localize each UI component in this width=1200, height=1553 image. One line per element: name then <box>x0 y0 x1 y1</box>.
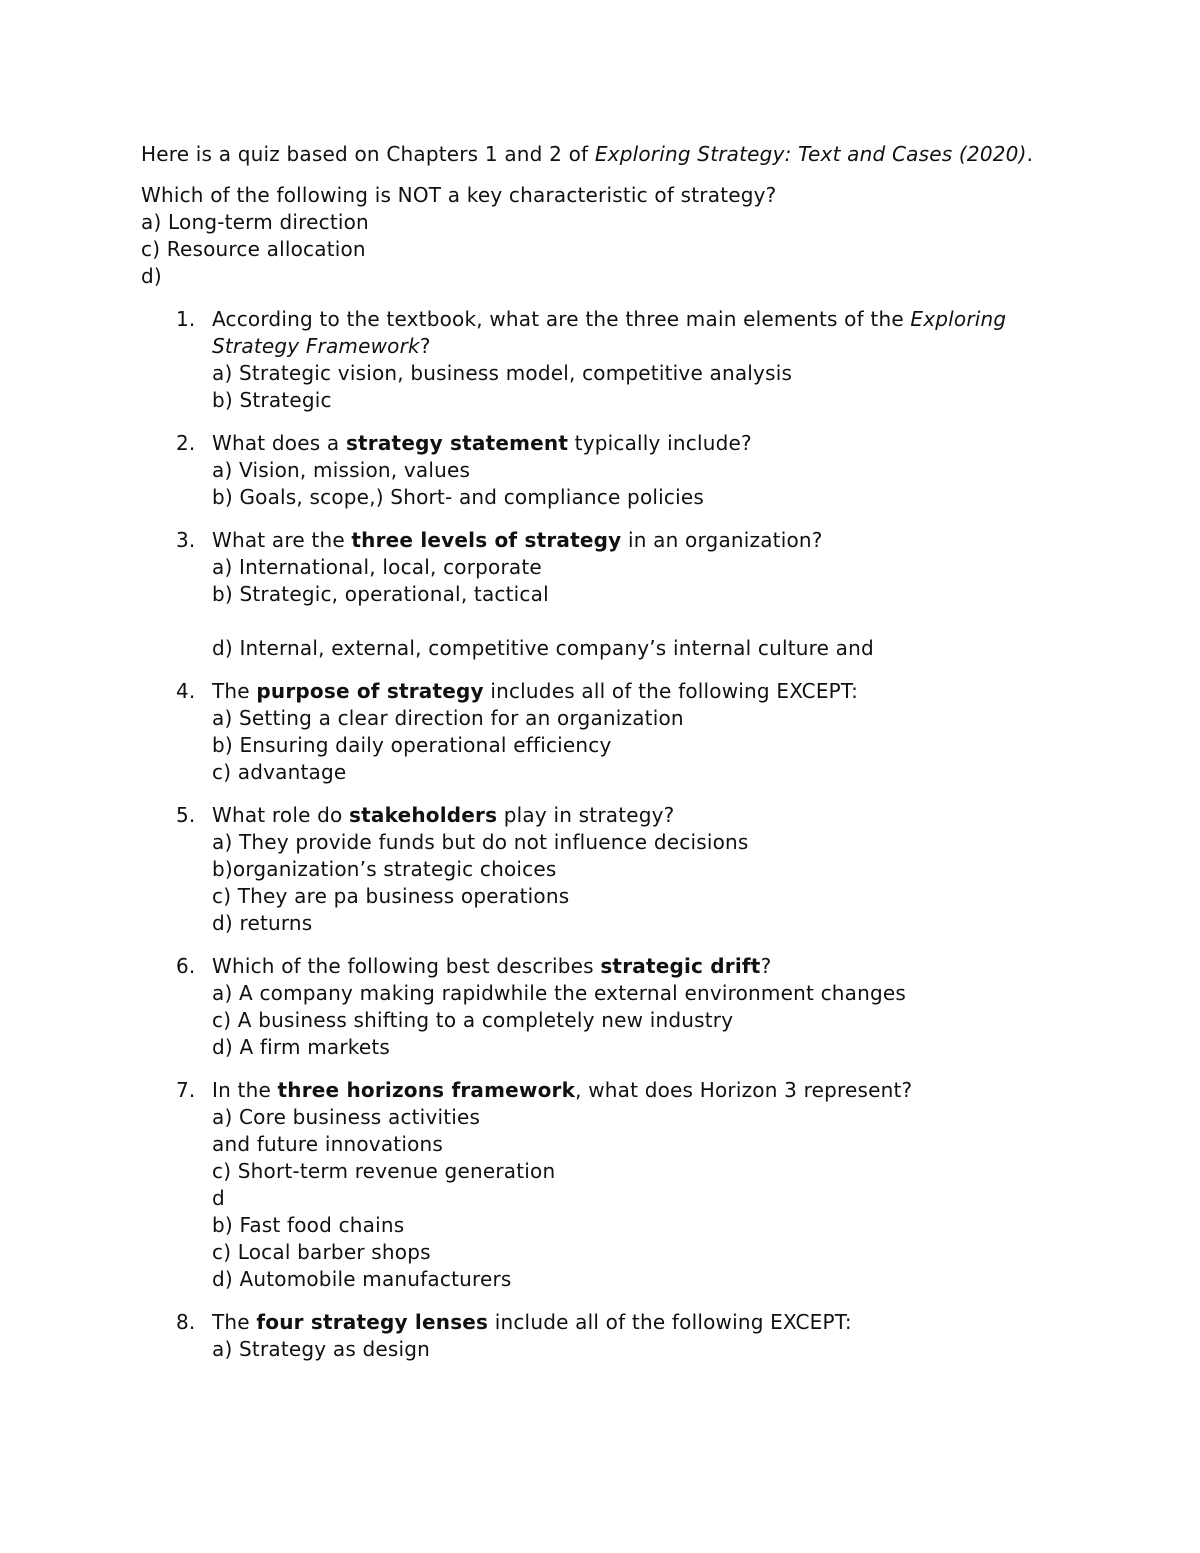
question-number: 8. <box>176 1310 196 1334</box>
answer-option: d) Automobile manufacturers <box>212 1267 512 1291</box>
preamble-question <box>141 182 1071 290</box>
answer-option: b) Strategic <box>212 388 332 412</box>
answer-option: b) Goals, scope,) Short- and compliance policies <box>212 485 704 509</box>
answer-option: a) International, local, corporate <box>212 555 542 579</box>
question-stem: In the three horizons framework, what does Horizon 3 represent? <box>212 1078 913 1102</box>
answer-option: b)organization’s strategic choices <box>212 857 557 881</box>
framework-name: Exploring Strategy Framework <box>212 307 1007 358</box>
question-number: 7. <box>176 1078 196 1102</box>
answer-option: c) A business shifting to a completely new industry <box>212 1008 734 1032</box>
answer-option: c) They are pa business operations <box>212 884 570 908</box>
intro-text: Here is a quiz based on Chapters 1 and 2 of <box>141 142 595 166</box>
question-7 <box>141 1077 1071 1293</box>
answer-option: a) Strategic vision, business model, competitive analysis <box>212 361 793 385</box>
answer-option: c) Local barber shops <box>212 1240 431 1264</box>
key-term: strategic drift <box>600 954 761 978</box>
preamble-question-stem: Which of the following is NOT a key characteristic of strategy? <box>141 183 777 207</box>
key-term: four strategy lenses <box>256 1310 489 1334</box>
answer-option: a) They provide funds but do not influence decisions <box>212 830 749 854</box>
document-page <box>141 140 1071 1379</box>
question-stem: The four strategy lenses include all of the following EXCEPT: <box>212 1310 852 1334</box>
question-number: 2. <box>176 431 196 455</box>
question-stem: What does a strategy statement typically include? <box>212 431 752 455</box>
answer-option: a) A company making rapidwhile the external environment changes <box>212 981 907 1005</box>
intro-paragraph <box>141 140 1071 169</box>
answer-option: d) Internal, external, competitive company’s internal culture and <box>212 636 874 660</box>
answer-option: c) Short-term revenue generation <box>212 1159 556 1183</box>
answer-option: d) returns <box>212 911 313 935</box>
question-list <box>141 306 1071 1363</box>
blank-line <box>212 608 1071 635</box>
question-3 <box>141 527 1071 662</box>
key-term: purpose of strategy <box>256 679 484 703</box>
question-8 <box>141 1309 1071 1363</box>
answer-option: b) Fast food chains <box>212 1213 405 1237</box>
answer-option: a) Vision, mission, values <box>212 458 471 482</box>
answer-option: a) Core business activities <box>212 1105 481 1129</box>
intro-period: . <box>1026 142 1034 166</box>
key-term: three levels of strategy <box>351 528 622 552</box>
question-number: 5. <box>176 803 196 827</box>
key-term: three horizons framework <box>277 1078 576 1102</box>
question-4 <box>141 678 1071 786</box>
key-term: stakeholders <box>349 803 498 827</box>
question-number: 4. <box>176 679 196 703</box>
question-1 <box>141 306 1071 414</box>
answer-option: b) Ensuring daily operational efficiency <box>212 733 612 757</box>
question-number: 6. <box>176 954 196 978</box>
answer-option: a) Setting a clear direction for an organization <box>212 706 684 730</box>
preamble-option: d) <box>141 264 162 288</box>
answer-option: a) Strategy as design <box>212 1337 431 1361</box>
answer-option: d) A firm markets <box>212 1035 390 1059</box>
book-title: Exploring Strategy: Text and Cases (2020) <box>594 142 1027 166</box>
question-stem: Which of the following best describes strategic drift? <box>212 954 772 978</box>
question-2 <box>141 430 1071 511</box>
question-stem: What are the three levels of strategy in an organization? <box>212 528 823 552</box>
question-number: 1. <box>176 307 196 331</box>
answer-option: b) Strategic, operational, tactical <box>212 582 549 606</box>
question-stem: According to the textbook, what are the three main elements of the Exploring Strategy Framework? <box>212 307 1007 358</box>
key-term: strategy statement <box>345 431 569 455</box>
preamble-option: c) Resource allocation <box>141 237 366 261</box>
question-5 <box>141 802 1071 937</box>
answer-option: and future innovations <box>212 1132 444 1156</box>
question-6 <box>141 953 1071 1061</box>
preamble-option: a) Long-term direction <box>141 210 369 234</box>
question-stem: The purpose of strategy includes all of the following EXCEPT: <box>212 679 859 703</box>
answer-option: c) advantage <box>212 760 347 784</box>
answer-option: d <box>212 1186 225 1210</box>
question-number: 3. <box>176 528 196 552</box>
question-stem: What role do stakeholders play in strategy? <box>212 803 675 827</box>
